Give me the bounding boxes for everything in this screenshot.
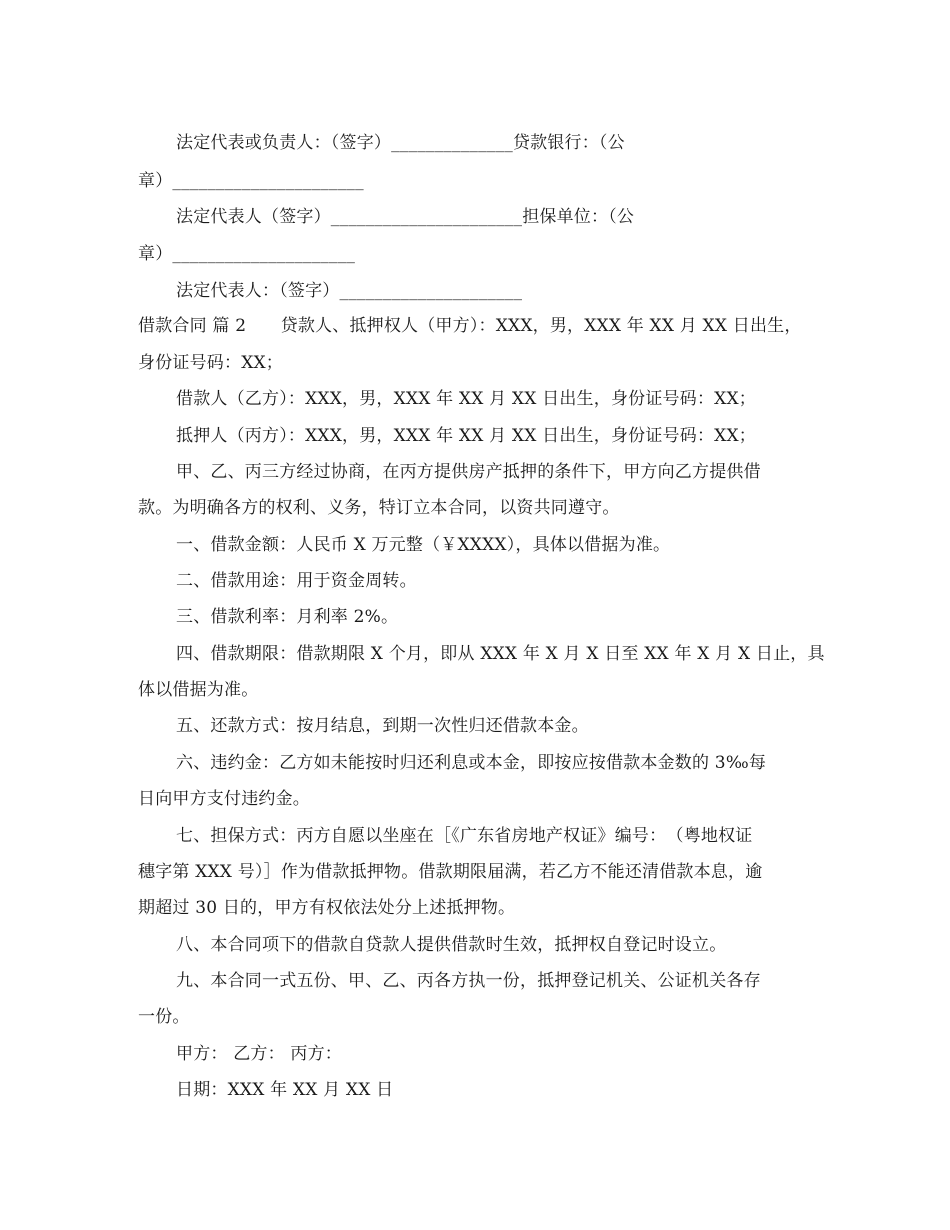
text-line-10: 甲、乙、丙三方经过协商，在丙方提供房产抵押的条件下，甲方向乙方提供借	[176, 462, 761, 482]
clause-2: 二、借款用途：用于资金周转。	[176, 571, 417, 591]
text-line-5: 法定代表人：（签字）_____________________	[176, 281, 523, 301]
text-line-2: 章）______________________	[138, 171, 364, 191]
text-line-3: 法定代表人（签字）______________________担保单位：（公	[176, 207, 635, 227]
clause-4-cont: 体以借据为准。	[138, 680, 259, 700]
text-line-1: 法定代表或负责人：（签字）______________贷款银行：（公	[176, 133, 625, 153]
text-line-11: 款。为明确各方的权利、义务，特订立本合同，以资共同遵守。	[138, 498, 620, 518]
text-line-4: 章）_____________________	[138, 244, 356, 264]
text-line-8: 借款人（乙方）：XXX，男，XXX 年 XX 月 XX 日出生，身份证号码：XX；	[176, 389, 756, 409]
clause-9: 九、本合同一式五份、甲、乙、丙各方执一份，抵押登记机关、公证机关各存	[176, 971, 761, 991]
signature-parties: 甲方： 乙方： 丙方：	[176, 1044, 343, 1064]
clause-6: 六、违约金：乙方如未能按时归还利息或本金，即按应按借款本金数的 3‰每	[176, 753, 767, 773]
clause-6-cont: 日向甲方支付违约金。	[138, 789, 310, 809]
date-line: 日期：XXX 年 XX 月 XX 日	[176, 1080, 394, 1100]
clause-4: 四、借款期限：借款期限 X 个月，即从 XXX 年 X 月 X 日至 XX 年 X 月 X 日止，具	[176, 644, 825, 664]
clause-8: 八、本合同项下的借款自贷款人提供借款时生效，抵押权自登记时设立。	[176, 935, 727, 955]
clause-3: 三、借款利率：月利率 2%。	[176, 607, 399, 627]
clause-1: 一、借款金额：人民币 X 万元整（￥XXXX），具体以借据为准。	[176, 535, 671, 555]
clause-7-cont-2: 期超过 30 日的，甲方有权依法处分上述抵押物。	[138, 898, 516, 918]
clause-5: 五、还款方式：按月结息，到期一次性归还借款本金。	[176, 716, 589, 736]
clause-7: 七、担保方式：丙方自愿以坐座在［《广东省房地产权证》编号： （粤地权证	[176, 826, 753, 846]
clause-7-cont-1: 穗字第 XXX 号）］作为借款抵押物。借款期限届满，若乙方不能还清借款本息，逾	[138, 862, 763, 882]
section-heading-line: 借款合同 篇 2 贷款人、抵押权人（甲方）：XXX，男，XXX 年 XX 月 XX 日出生，	[138, 316, 802, 336]
text-line-9: 抵押人（丙方）：XXX，男，XXX 年 XX 月 XX 日出生，身份证号码：XX；	[176, 426, 756, 446]
clause-9-cont: 一份。	[138, 1007, 190, 1027]
text-line-7: 身份证号码：XX；	[138, 353, 284, 373]
